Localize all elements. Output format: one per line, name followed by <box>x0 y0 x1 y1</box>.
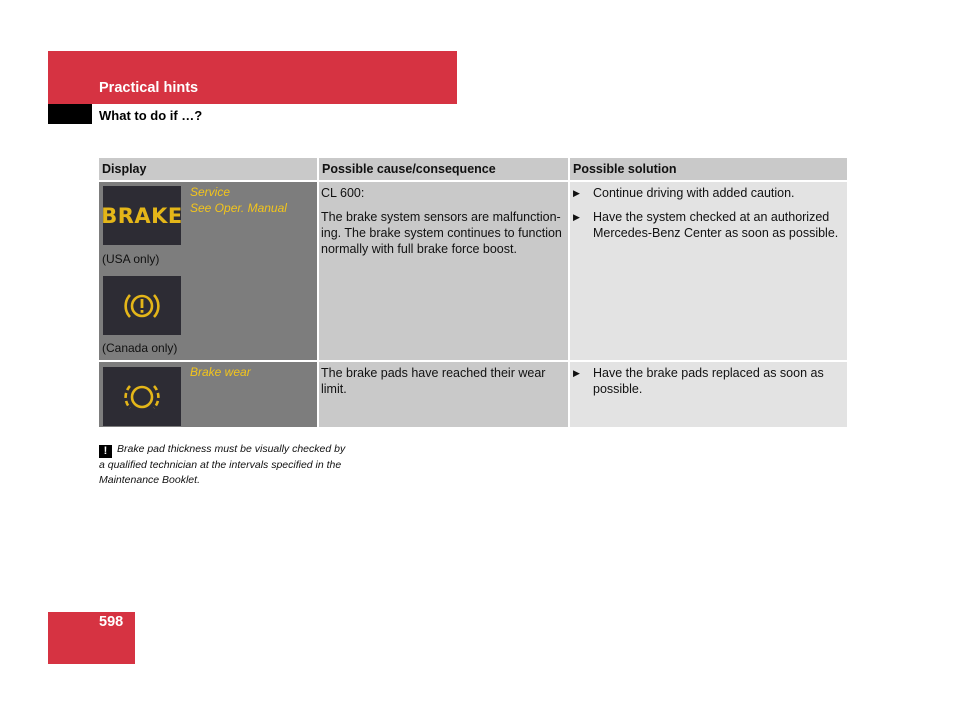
bullet-triangle-icon: ▶ <box>573 188 580 198</box>
header-cause: Possible cause/consequence <box>319 158 568 180</box>
display-message <box>190 184 287 216</box>
display-line-manual: See Oper. Manual <box>190 201 287 215</box>
brake-warning-icon <box>122 289 162 323</box>
solution-cell-brake-wear <box>570 362 847 427</box>
section-title: Practical hints <box>99 80 199 96</box>
footnote-text: Brake pad thickness must be visually checked by a qualified technician at the intervals specified in the Maintenance Booklet. <box>99 443 346 486</box>
display-cell-brake <box>99 182 317 360</box>
display-cell-brake-wear <box>99 362 317 427</box>
usa-note: (USA only) <box>102 252 160 266</box>
footnote <box>99 442 349 488</box>
cause-cell-brake <box>319 182 568 360</box>
header-band <box>48 51 457 104</box>
solution-cell-brake <box>570 182 847 360</box>
cause-text: The brake pads have reached their wear limit. <box>321 366 546 396</box>
solution-item: ▶ Have the system checked at an authorized Mercedes-Benz Center as soon as possible. <box>573 210 839 240</box>
cause-cell-brake-wear <box>319 362 568 427</box>
bullet-triangle-icon: ▶ <box>573 212 580 222</box>
brake-wear-icon <box>122 380 162 414</box>
header-solution: Possible solution <box>570 158 847 180</box>
brake-warning-lamp <box>103 276 181 335</box>
header-display: Display <box>99 158 317 180</box>
troubleshooting-table <box>99 158 847 427</box>
cause-model: CL 600: <box>321 186 365 200</box>
display-line-service: Service <box>190 185 231 199</box>
cause-text: The brake system sensors are malfunction-ing. The brake system continues to function normally with full brake force boost. <box>321 210 562 256</box>
display-line-brake-wear: Brake wear <box>190 365 251 379</box>
brake-lamp <box>103 186 181 245</box>
brake-lamp-text: BRAKE <box>101 203 183 228</box>
solution-item: ▶ Have the brake pads replaced as soon as possible. <box>573 366 824 396</box>
section-tab-marker <box>48 104 92 124</box>
canada-note: (Canada only) <box>102 341 178 355</box>
brake-wear-lamp <box>103 367 181 426</box>
bullet-triangle-icon: ▶ <box>573 368 580 378</box>
exclamation-icon: ! <box>99 445 112 458</box>
sub-title: What to do if …? <box>99 108 203 123</box>
page-number: 598 <box>99 614 124 630</box>
solution-item: ▶ Continue driving with added caution. <box>573 186 795 200</box>
